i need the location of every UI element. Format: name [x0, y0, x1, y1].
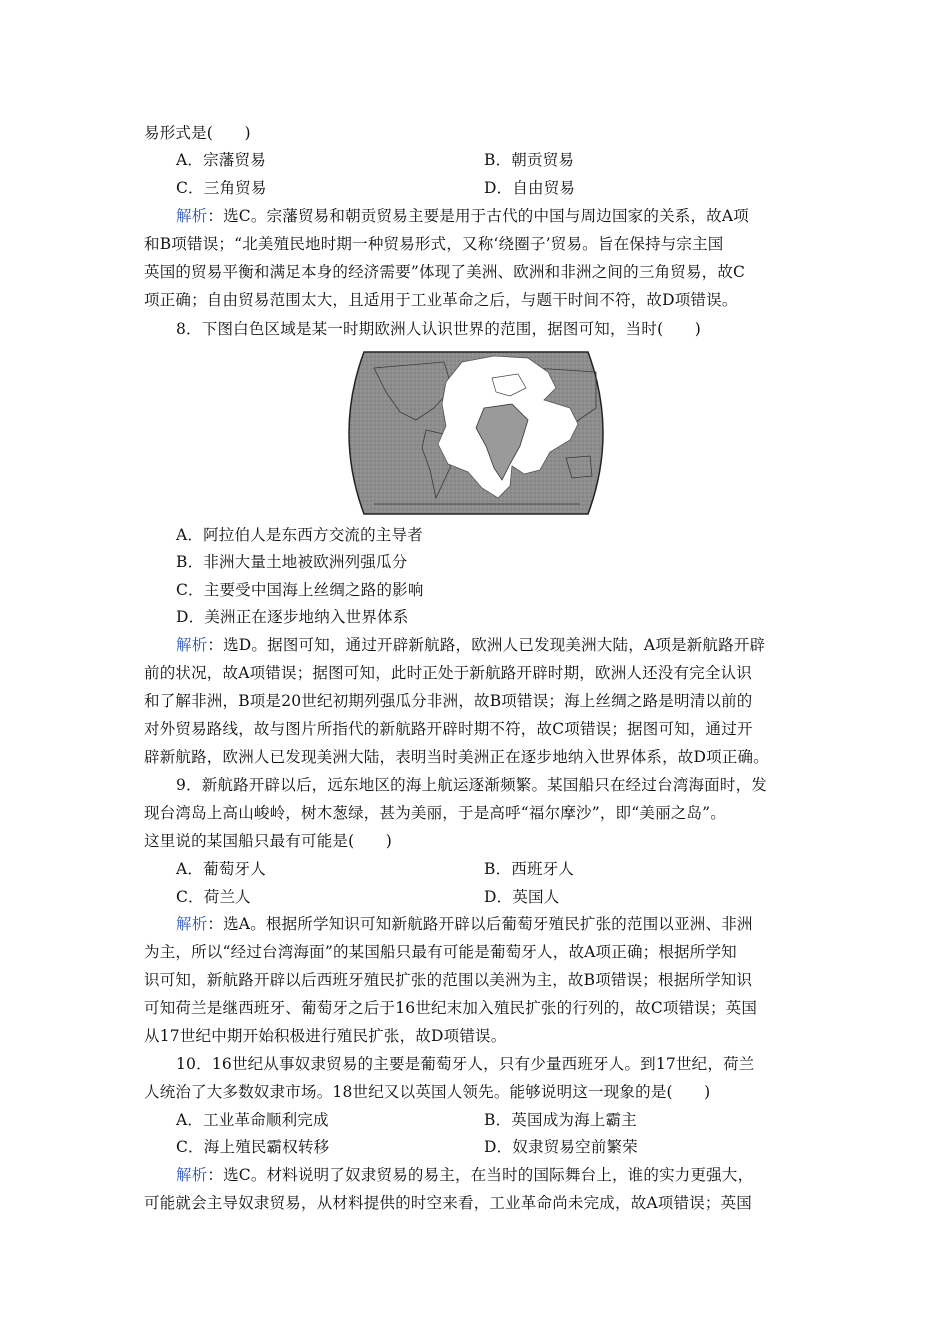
- q10-stem-line-2: 人统治了大多数奴隶市场。18世纪又以英国人领先。能够说明这一现象的是( ): [144, 1083, 711, 1101]
- q9-option-c: C．荷兰人: [176, 888, 251, 906]
- q9-analysis-line-5: 从17世纪中期开始积极进行殖民扩张，故D项错误。: [144, 1027, 507, 1045]
- q10-option-d: D．奴隶贸易空前繁荣: [484, 1138, 638, 1156]
- q7-option-a: A．宗藩贸易: [176, 151, 266, 169]
- q9-stem-line-3: 这里说的某国船只最有可能是( ): [144, 832, 392, 850]
- analysis-label: 解析: [176, 207, 208, 225]
- q10-analysis-line-2: 可能就会主导奴隶贸易，从材料提供的时空来看，工业革命尚未完成，故A项错误；英国: [144, 1194, 752, 1212]
- analysis-label: 解析: [176, 636, 208, 654]
- q7-option-c: C．三角贸易: [176, 179, 267, 197]
- q7-analysis-line-3: 英国的贸易平衡和满足本身的经济需要”体现了美洲、欧洲和非洲之间的三角贸易，故C: [144, 263, 746, 281]
- q10-option-a: A．工业革命顺利完成: [176, 1111, 329, 1129]
- q8-stem: 8．下图白色区域是某一时期欧洲人认识世界的范围，据图可知，当时( ): [176, 320, 701, 338]
- q9-option-d: D．英国人: [484, 888, 560, 906]
- q7-analysis-line-4: 项正确；自由贸易范围太大，且适用于工业革命之后，与题干时间不符，故D项错误。: [144, 291, 738, 309]
- q9-analysis-line-1: 解析：选A。根据所学知识可知新航路开辟以后葡萄牙殖民扩张的范围以亚洲、非洲: [176, 915, 753, 933]
- world-map-figure: [334, 348, 618, 518]
- q7-option-d: D．自由贸易: [484, 179, 576, 197]
- q7-analysis-line-1: 解析：选C。宗藩贸易和朝贡贸易主要是用于古代的中国与周边国家的关系，故A项: [176, 207, 749, 225]
- q8-option-a: A．阿拉伯人是东西方交流的主导者: [176, 526, 423, 544]
- q9-option-a: A．葡萄牙人: [176, 860, 266, 878]
- q9-stem-line-2: 现台湾岛上高山峻岭，树木葱绿，甚为美丽，于是高呼“福尔摩沙”，即“美丽之岛”。: [144, 804, 726, 822]
- q10-option-c: C．海上殖民霸权转移: [176, 1138, 330, 1156]
- analysis-label: 解析: [176, 915, 208, 933]
- q8-analysis-line-4: 对外贸易路线，故与图片所指代的新航路开辟时期不符，故C项错误；据图可知，通过开: [144, 720, 753, 738]
- q8-option-d: D．美洲正在逐步地纳入世界体系: [176, 608, 409, 626]
- q9-analysis-line-4: 可知荷兰是继西班牙、葡萄牙之后于16世纪末加入殖民扩张的行列的，故C项错误；英国: [144, 999, 758, 1017]
- q8-analysis-line-2: 前的状况，故A项错误；据图可知，此时正处于新航路开辟时期，欧洲人还没有完全认识: [144, 664, 752, 682]
- q10-stem-line-1: 10．16世纪从事奴隶贸易的主要是葡萄牙人，只有少量西班牙人。到17世纪，荷兰: [176, 1055, 755, 1073]
- q7-option-b: B．朝贡贸易: [484, 151, 575, 169]
- q10-option-b: B．英国成为海上霸主: [484, 1111, 637, 1129]
- q8-analysis-line-3: 和了解非洲，B项是20世纪初期列强瓜分非洲，故B项错误；海上丝绸之路是明清以前的: [144, 692, 753, 710]
- q9-analysis-line-3: 识可知，新航路开辟以后西班牙殖民扩张的范围以美洲为主，故B项错误；根据所学知识: [144, 971, 753, 989]
- q9-stem-line-1: 9．新航路开辟以后，远东地区的海上航运逐渐频繁。某国船只在经过台湾海面时，发: [176, 776, 767, 794]
- q9-analysis-line-2: 为主，所以“经过台湾海面”的某国船只最有可能是葡萄牙人，故A项正确；根据所学知: [144, 943, 737, 961]
- q8-analysis-line-5: 辟新航路，欧洲人已发现美洲大陆，表明当时美洲正在逐步地纳入世界体系，故D项正确。: [144, 748, 769, 766]
- q10-analysis-line-1: 解析：选C。材料说明了奴隶贸易的易主，在当时的国际舞台上，谁的实力更强大，: [176, 1166, 754, 1184]
- q9-option-b: B．西班牙人: [484, 860, 575, 878]
- q8-option-c: C．主要受中国海上丝绸之路的影响: [176, 581, 424, 599]
- q7-stem-tail: 易形式是( ): [144, 124, 251, 142]
- q8-option-b: B．非洲大量土地被欧洲列强瓜分: [176, 553, 408, 571]
- q8-analysis-line-1: 解析：选D。据图可知，通过开辟新航路，欧洲人已发现美洲大陆，A项是新航路开辟: [176, 636, 766, 654]
- analysis-label: 解析: [176, 1166, 208, 1184]
- q7-analysis-line-2: 和B项错误；“北美殖民地时期一种贸易形式，又称‘绕圈子’贸易。旨在保持与宗主国: [144, 235, 724, 253]
